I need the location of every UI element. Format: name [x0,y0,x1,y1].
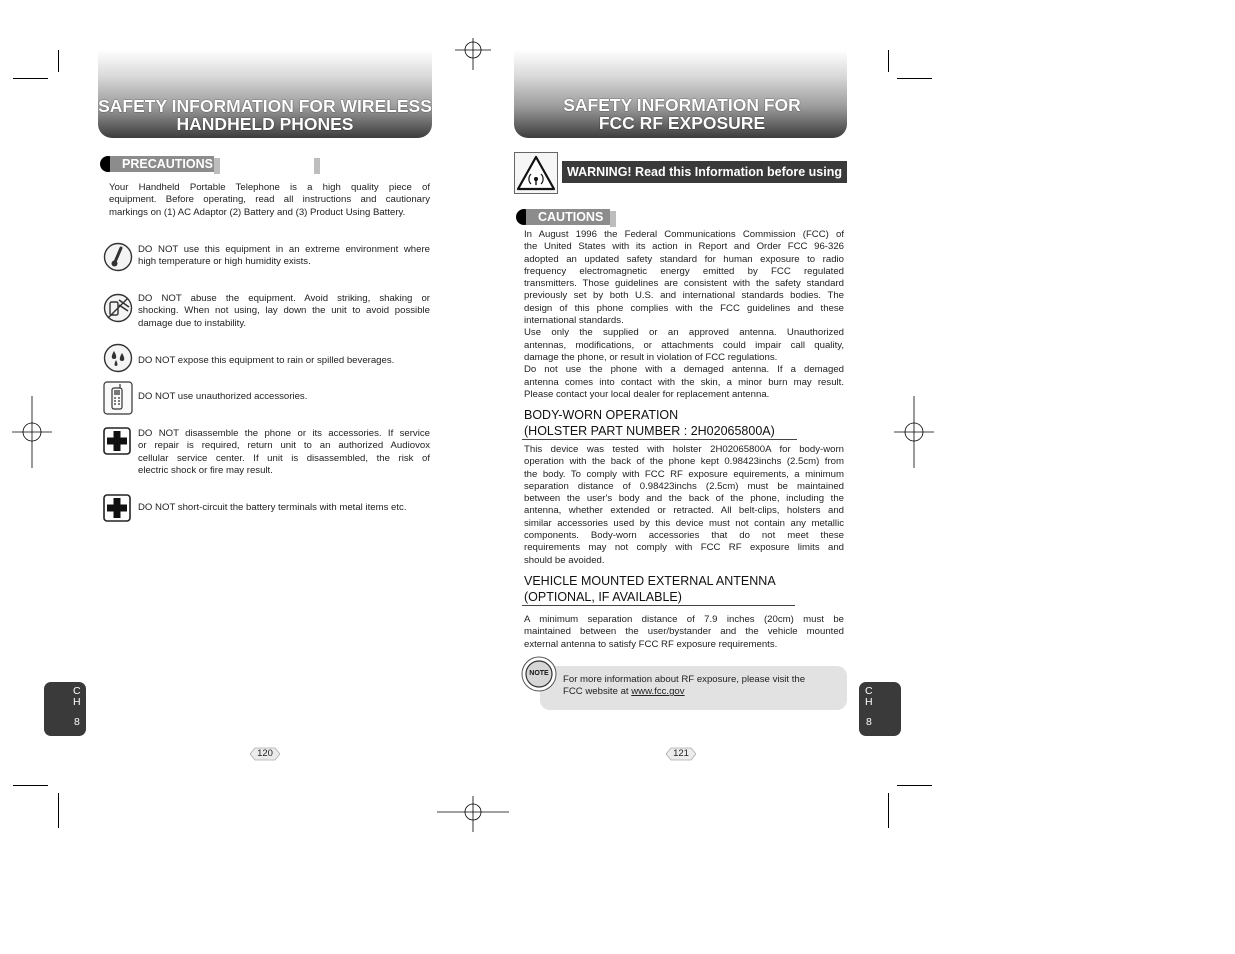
rf-warning-triangle-icon [514,152,558,194]
precaution-item: DO NOT abuse the equipment. Avoid striking, shaking or shocking. When not using, lay down the unit to avoid possible damage due to instability. [138,293,430,329]
chapter-tab-right[interactable]: C H 8 [859,682,901,736]
page-number-left: 120 [250,745,280,763]
thermometer-icon [103,242,133,272]
fcc-website-link[interactable]: www.fcc.gov [631,686,685,698]
left-page-title: SAFETY INFORMATION FOR WIRELESS HANDHELD PHONES [98,96,432,134]
registration-mark-top [455,38,491,74]
note-badge-icon: NOTE [521,656,557,692]
page-number-right: 121 [666,745,696,763]
registration-mark-right [894,396,934,468]
service-cross-icon [103,427,131,455]
precautions-section-label: PRECAUTIONS [100,156,222,172]
precautions-intro: Your Handheld Portable Telephone is a high quality piece of equipment. Before operating, read all instructions and cautionary markings on (1) AC Adaptor (2) Battery and (3) Product Using Battery. [109,182,430,218]
water-drops-icon [103,343,133,373]
body-worn-underline [522,439,797,440]
precaution-item: DO NOT short-circuit the battery terminals with metal items etc. [138,502,407,513]
vehicle-antenna-text: A minimum separation distance of 7.9 inches (20cm) must be maintained between the user/bystander and the vehicle mounted external antenna to satisfy FCC RF exposure requirements. [524,614,844,650]
phone-accessory-icon [103,381,133,415]
chapter-tab-left[interactable]: C H 8 [44,682,86,736]
body-worn-text: This device was tested with holster 2H02065800A for body-worn operation with the back of the phone kept 0.98423inchs (2.5cm) from the body. To comply with FCC RF exposure equirements, a minimum separation distance of 0.98423inchs (2.5cm) must be maintained between the user's body and the back of the phone, including the antenna, whether extended or retracted. All belt-clips, holsters and similar accessories used by this device must not contain any metallic components. Body-worn accessories that do not meet these requirements may not comply with FCC RF exposure limits and should be avoided. [524,444,844,566]
precaution-item: DO NOT expose this equipment to rain or spilled beverages. [138,355,395,366]
registration-mark-bottom [437,796,509,832]
no-impact-icon [103,293,133,323]
precaution-item: DO NOT disassemble the phone or its accessories. If service or repair is required, return unit to an authorized Audiovox cellular service center. If unit is disassembled, the risk of electric shock or fire may result. [138,428,430,476]
warning-banner: WARNING! Read this Information before using [562,161,847,183]
vehicle-antenna-underline [522,605,795,606]
body-worn-heading: BODY-WORN OPERATION (HOLSTER PART NUMBER : 2H02065800A) [524,408,775,438]
note-text: For more information about RF exposure, please visit the FCC website at www.fcc.gov [563,674,806,698]
precaution-item: DO NOT use this equipment in an extreme environment where high temperature or high humidity exists. [138,244,430,268]
vehicle-antenna-heading: VEHICLE MOUNTED EXTERNAL ANTENNA (OPTIONAL, IF AVAILABLE) [524,574,776,604]
right-page-title: SAFETY INFORMATION FOR FCC RF EXPOSURE [563,95,801,133]
cautions-body: In August 1996 the Federal Communications Commission (FCC) of the United States with its action in Report and Order FCC 96-326 adopted an updated safety standard for human exposure to radio frequency electromagnetic energy emitted by FCC regulated transmitters. Those guidelines are consistent with the safety standard previously set by both U.S. and international standards bodies. The design of this phone complies with the FCC guidelines and these international standards. Use only the supplied or an approved antenna. Unauthorized antennas, modifications, or attachments could impair call quality, damage the phone, or result in violation of FCC regulations. Do not use the phone with a demaged antenna. If a demaged antenna comes into contact with the skin, a minor burn may result. Please contact your local dealer for replacement antenna. [524,229,844,400]
cautions-section-label: CAUTIONS [516,209,616,225]
precaution-item: DO NOT use unauthorized accessories. [138,391,308,402]
battery-cross-icon [103,494,131,522]
registration-mark-left [12,396,52,468]
